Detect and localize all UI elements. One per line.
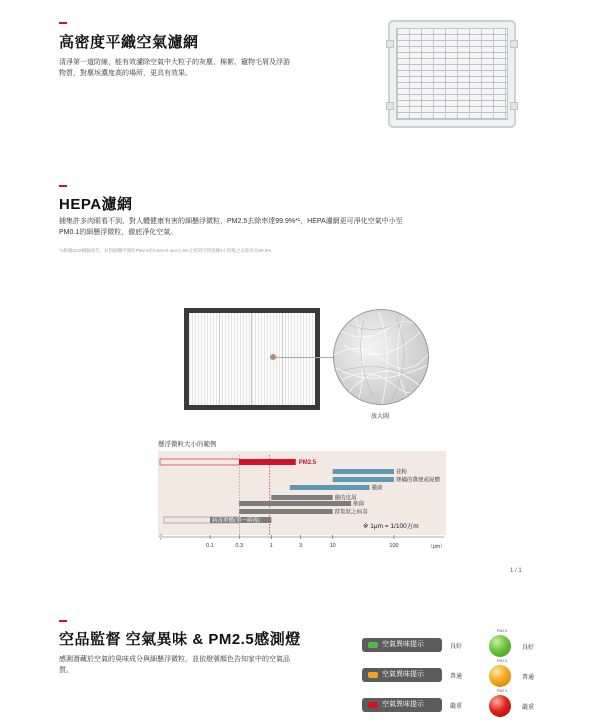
x-tick-label: 100 (389, 543, 399, 549)
section3-accent-bar (59, 620, 67, 622)
indicator-lamp-green (368, 642, 378, 648)
scale-note: ※ 1μm = 1/100万m (363, 523, 419, 530)
zoom-connector-line (273, 357, 335, 358)
sensor-indicator-pill (362, 668, 442, 682)
pre-filter-tab (386, 40, 394, 48)
chart-title: 懸浮微粒大小的範例 (158, 441, 217, 448)
pm25-level-normal: 普通 (522, 675, 535, 681)
x-tick-label: 1 (269, 543, 273, 549)
particle-size-chart-svg (158, 440, 448, 550)
indicator-lamp-orange (368, 672, 378, 678)
bar-label-2: 塵蟎的糞便或屍體 (396, 477, 441, 484)
hepa-filter-media (189, 313, 315, 405)
zoom-point-dot (270, 354, 276, 360)
pre-filter-tab (510, 40, 518, 48)
pre-filter-tab (510, 102, 518, 110)
indicator-label: 空氣異味提示 (382, 701, 424, 708)
pre-filter-image (388, 20, 516, 128)
pm25-ball-caption: PM2.5 (497, 689, 508, 693)
bar-5 (239, 501, 351, 506)
section1-body-line1: 清淨第一道防線，能有效濾除空氣中大粒子的灰塵、棉絮、寵物毛屑及浮游 (59, 59, 290, 66)
x-tick-label: 3 (299, 543, 303, 549)
indicator-lamp-red (368, 702, 378, 708)
section1-body-line2: 物質，對塵埃濃度高的場所，更具有效果。 (59, 70, 192, 77)
section2-footnote: *1根據SGS檢驗報告，針對細懸浮微粒PM2.5於2.5m×2.4m×1.9m之密閉空間運轉1小時後之去除率為99.9%。 (59, 248, 276, 253)
bar-pm25 (239, 459, 295, 465)
x-tick-label: 0.3 (235, 543, 244, 549)
bar-2 (333, 477, 394, 482)
x-unit-label: （μm） (428, 544, 446, 550)
pm25-level-severe: 嚴重 (522, 705, 535, 711)
pm25-lamp-green-icon (489, 635, 511, 657)
section3-body-line1: 感測潛藏於空氣的臭味成分與細懸浮微粒，並依燈號顏色告知家中的空氣品 (59, 656, 290, 663)
pm25-lamp-orange-icon (489, 665, 511, 687)
pm25-level-good: 良好 (522, 645, 535, 651)
pm25-ball-caption: PM2.5 (497, 659, 508, 663)
x-tick-label: 0.1 (206, 543, 214, 549)
indicator-label: 空氣異味提示 (382, 641, 424, 648)
bar-3 (290, 485, 370, 490)
indicator-level-good: 良好 (450, 644, 463, 650)
page-number: 1 / 1 (510, 568, 522, 574)
bar-6 (239, 509, 332, 514)
sensor-row-normal (362, 668, 482, 683)
indicator-level-normal: 普通 (450, 674, 463, 680)
x-tick-label: 10 (329, 543, 336, 549)
pre-filter-tab (386, 102, 394, 110)
particle-size-chart (158, 440, 448, 550)
zoom-label: 放大圖 (371, 414, 390, 420)
section2-accent-bar (59, 185, 67, 187)
section1-title: 高密度平織空氣濾網 (59, 34, 199, 51)
bar-label-virus-single: 病毒單體(單一病毒) (212, 518, 260, 524)
bar-label-6: 群集狀之病毒 (334, 509, 368, 516)
bar-4 (271, 495, 332, 500)
section1-accent-bar (59, 22, 67, 24)
pre-filter-mesh (396, 28, 508, 120)
bar-label-pm25: PM2.5 (298, 460, 317, 466)
section2-body-line1: 捕集許多肉眼看不到、對人體健康有害的細懸浮微粒，PM2.5去除率達99.9%*¹，HEPA濾網更可淨化空氣中小至 (59, 218, 403, 225)
bar-label-5: 細菌 (353, 501, 365, 508)
pm25-lamp-red-icon (489, 695, 511, 717)
section3-title: 空品監督 空氣異味 & PM2.5感測燈 (59, 631, 301, 648)
bar-label-1: 花粉 (396, 469, 408, 476)
section2-body-line2: PM0.1的細懸浮微粒，徹底淨化空氣。 (59, 229, 178, 236)
bar-1 (333, 469, 394, 474)
pm25-ball-caption: PM2.5 (497, 629, 508, 633)
indicator-level-severe: 嚴重 (450, 704, 463, 710)
hepa-filter-image (184, 308, 320, 410)
sensor-indicator-pill (362, 638, 442, 652)
sensor-row-good (362, 638, 482, 653)
bar-label-4: 黴的皮屑 (334, 495, 357, 502)
section2-title: HEPA濾網 (59, 196, 133, 213)
sensor-indicator-pill (362, 698, 442, 712)
section3-body-line2: 質。 (59, 667, 73, 674)
indicator-label: 空氣異味提示 (382, 671, 424, 678)
x-start-label: 小 (158, 535, 165, 541)
bar-label-3: 黴菌 (371, 485, 383, 492)
hepa-fiber-zoom-image (333, 309, 429, 405)
sensor-row-severe (362, 698, 482, 713)
